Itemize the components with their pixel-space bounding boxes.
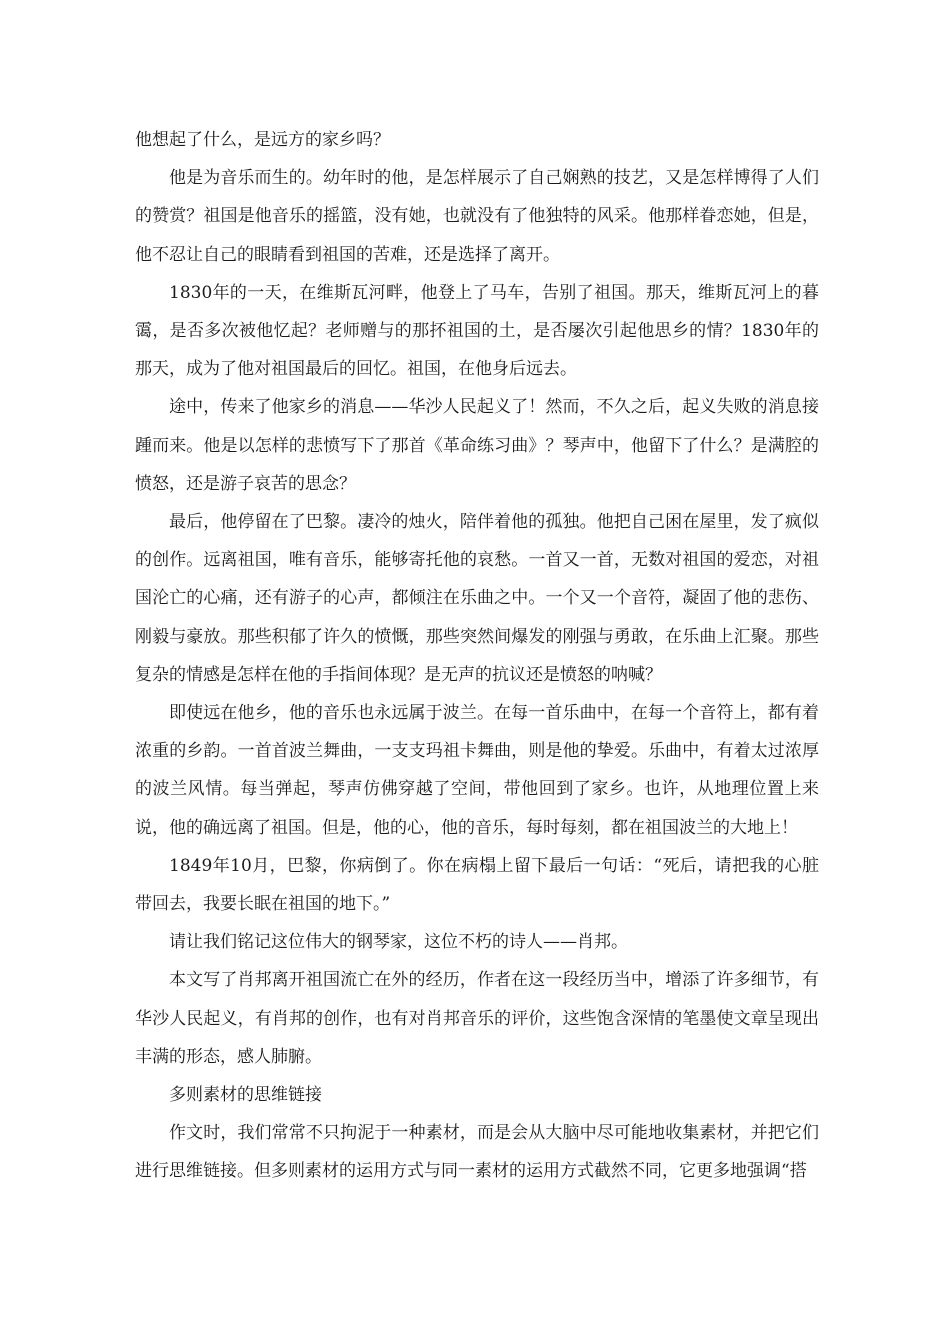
- paragraph-commentary: 本文写了肖邦离开祖国流亡在外的经历，作者在这一段经历当中，增添了许多细节，有华沙人民起义，有肖邦的创作，也有对肖邦音乐的评价，这些饱含深情的笔墨使文章呈现出丰满的形态，感人肺腑。: [135, 970, 819, 1067]
- paragraph: 途中，传来了他家乡的消息——华沙人民起义了！然而，不久之后，起义失败的消息接踵而来。他是以怎样的悲愤写下了那首《革命练习曲》？琴声中，他留下了什么？是满腔的愤怒，还是游子哀苦的思念？: [135, 397, 819, 494]
- body-text: [135, 121, 819, 1191]
- paragraph: 1849年10月，巴黎，你病倒了。你在病榻上留下最后一句话：“死后，请把我的心脏带回去，我要长眠在祖国的地下。”: [135, 855, 819, 915]
- paragraph: 他是为音乐而生的。幼年时的他，是怎样展示了自己娴熟的技艺，又是怎样博得了人们的赞赏？祖国是他音乐的摇篮，没有她，也就没有了他独特的风采。他那样眷恋她，但是，他不忍让自己的眼睛看到祖国的苦难，还是选择了离开。: [135, 168, 819, 265]
- section-heading: 多则素材的思维链接: [169, 1085, 322, 1106]
- paragraph: 即使远在他乡，他的音乐也永远属于波兰。在每一首乐曲中，在每一个音符上，都有着浓重的乡韵。一首首波兰舞曲，一支支玛祖卡舞曲，则是他的挚爱。乐曲中，有着太过浓厚的波兰风情。每当弹起，琴声仿佛穿越了空间，带他回到了家乡。也许，从地理位置上来说，他的确远离了祖国。但是，他的心，他的音乐，每时每刻，都在祖国波兰的大地上！: [135, 703, 819, 838]
- paragraph: 作文时，我们常常不只拘泥于一种素材，而是会从大脑中尽可能地收集素材，并把它们进行思维链接。但多则素材的运用方式与同一素材的运用方式截然不同，它更多地强调“搭: [135, 1123, 819, 1182]
- paragraph: 1830年的一天，在维斯瓦河畔，他登上了马车，告别了祖国。那天，维斯瓦河上的暮霭，是否多次被他忆起？老师赠与的那抔祖国的土，是否屡次引起他思乡的情？1830年的那天，成为了他对祖国最后的回忆。祖国，在他身后远去。: [135, 282, 819, 380]
- paragraph-continuation: 他想起了什么，是远方的家乡吗？: [135, 130, 390, 150]
- paragraph: 请让我们铭记这位伟大的钢琴家，这位不朽的诗人——肖邦。: [169, 932, 628, 953]
- paragraph: 最后，他停留在了巴黎。凄冷的烛火，陪伴着他的孤独。他把自己困在屋里，发了疯似的创作。远离祖国，唯有音乐，能够寄托他的哀愁。一首又一首，无数对祖国的爱恋，对祖国沦亡的心痛，还有游子的心声，都倾注在乐曲之中。一个又一个音符，凝固了他的悲伤、刚毅与豪放。那些积郁了许久的愤慨，那些突然间爆发的刚强与勇敢，在乐曲上汇聚。那些复杂的情感是怎样在他的手指间体现？是无声的抗议还是愤怒的呐喊？: [135, 512, 819, 685]
